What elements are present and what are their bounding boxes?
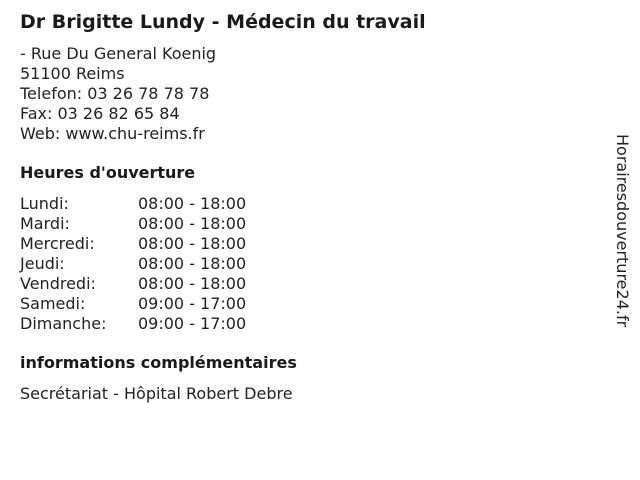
hours-row-thursday — [20, 254, 280, 274]
phone-number: Telefon: 03 26 78 78 78 — [20, 84, 210, 103]
day-label: Samedi: — [20, 294, 86, 313]
time-range: 08:00 - 18:00 — [138, 214, 247, 233]
hours-row-sunday — [20, 314, 280, 334]
time-range: 08:00 - 18:00 — [138, 254, 247, 273]
page-title: Dr Brigitte Lundy - Médecin du travail — [20, 11, 426, 33]
address-block — [20, 44, 216, 144]
additional-info-text: Secrétariat - Hôpital Robert Debre — [20, 384, 293, 403]
day-label: Jeudi: — [20, 254, 65, 273]
time-range: 08:00 - 18:00 — [138, 194, 247, 213]
time-range: 08:00 - 18:00 — [138, 234, 247, 253]
time-range: 09:00 - 17:00 — [138, 294, 247, 313]
fax-number: Fax: 03 26 82 65 84 — [20, 104, 180, 123]
opening-hours-heading: Heures d'ouverture — [20, 163, 196, 182]
hours-row-wednesday — [20, 234, 280, 254]
website: Web: www.chu-reims.fr — [20, 124, 205, 143]
day-label: Mercredi: — [20, 234, 95, 253]
time-range: 08:00 - 18:00 — [138, 274, 247, 293]
site-watermark: Horairesdouverture24.fr — [613, 134, 632, 328]
additional-info-heading: informations complémentaires — [20, 353, 297, 372]
time-range: 09:00 - 17:00 — [138, 314, 247, 333]
day-label: Lundi: — [20, 194, 69, 213]
hours-row-friday — [20, 274, 280, 294]
hours-row-monday — [20, 194, 280, 214]
hours-row-tuesday — [20, 214, 280, 234]
day-label: Dimanche: — [20, 314, 107, 333]
day-label: Vendredi: — [20, 274, 96, 293]
street-address: - Rue Du General Koenig — [20, 44, 217, 63]
day-label: Mardi: — [20, 214, 70, 233]
hours-row-saturday — [20, 294, 280, 314]
opening-hours-table — [20, 194, 280, 334]
city: 51100 Reims — [20, 64, 125, 83]
